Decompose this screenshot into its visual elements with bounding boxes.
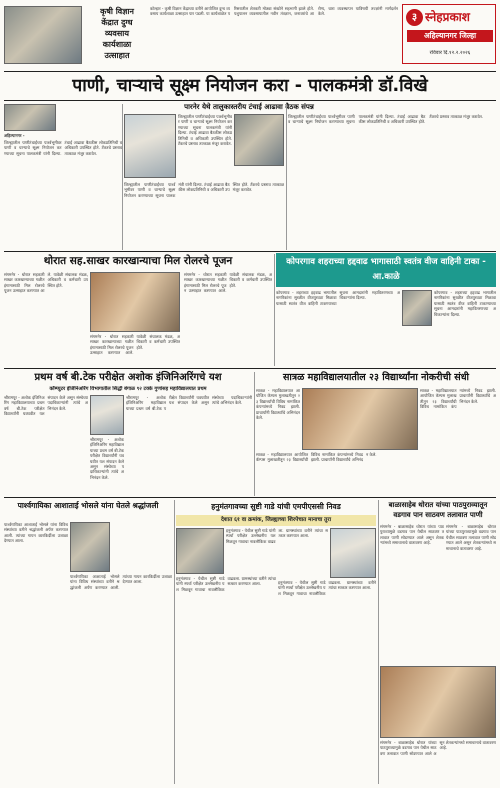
- section5-photo-student: [90, 395, 124, 435]
- top-ad-line4: कार्यशाळा: [102, 40, 132, 49]
- section8-body-right: हनुमंतगाव - येथील सुष्टी गाडे यांनी स्पर्धा परीक्षेत उल्लेखनीय यश मिळवून गावाचा नावलौकिक वाढवला. ग्रामस्थांच्या वतीने त्यांचा सत्कार करण्यात आला.: [278, 580, 376, 596]
- section4-headline: कोपरगाव शहराच्या हद्दवाढ भागासाठी स्वतंत्र वीज वाहिनी टाका - आ.काळे: [286, 257, 486, 282]
- section3-body-mid: संगमनेर - थोरात सहकारी साखर कारखान्याच्या गळीत हंगामासाठी मिल रोलरचे पूजन उत्साहात करण्यात आले. यावेळी संचालक मंडळ, अधिकारी व कर्मचारी उपस्थित होते.: [90, 334, 180, 356]
- page-number-badge: ३: [406, 9, 423, 26]
- section9-body-left: संगमनेर - बाळासाहेब थोरात यांच्या पाठपुराव्यामुळे वडगाव पान येथील साठवण तलावात पाणी सोडण्यात आले असून शेतकऱ्यांमध्ये समाधानाचे वातावरण आहे.: [380, 524, 444, 546]
- section6-body-right: सात्रळ - महाविद्यालयात आयोजित कॅम्पस मुलाखतीतून २३ विद्यार्थ्यांची विविध नामांकित कंपन्यांमध्ये निवड झाली. प्राचार्यांनी विद्यार्थ्यांचे अभिनंदन केले.: [420, 388, 496, 410]
- section7-body-left: पार्श्वगायिका आशाताई भोसले यांना विविध संस्थांच्या वतीने श्रद्धांजली अर्पण करण्यात आली. त्यांच्या गायन कारकिर्दीला उजाळा देण्यात आला.: [4, 522, 68, 544]
- main-headline: पाणी, चाऱ्याचे सूक्ष्म नियोजन करा - पालकमंत्री डॉ.विखे: [72, 76, 428, 96]
- section5-body-mid: श्रीरामपूर - अशोक इंजिनिअरिंग महाविद्यालयाच्या प्रथम वर्ष बी.टेक परीक्षेत विद्यार्थ्यांनी घवघवीत यश संपादन केले असून संस्थेच्या पदाधिकाऱ्यांनी त्यांचे अभिनंदन केले.: [126, 395, 252, 411]
- top-story-text: कोल्हार - कृषी विज्ञान केंद्राच्या वतीने आयोजित दुग्ध व्यवसाय कार्यशाळा उत्साहात पार पडली. या कार्यशाळेत परिसरातील शेतकरी मोठ्या संख्येने सहभागी झाले होते. पशुपालन व्यवसायातील नवीन तंत्रज्ञान, जनावरांचे आरोग्य, चारा व्यवस्थापन याविषयी तज्ज्ञांनी मार्गदर्शन केले.: [150, 6, 398, 17]
- section8-headline: हनुमंतगावच्या सुष्टी गाडे यांची एमपीएससी निवड: [211, 502, 341, 511]
- masthead-edition: अहिल्यानगर जिल्हा: [407, 30, 493, 42]
- section3-body-left: संगमनेर - थोरात सहकारी साखर कारखान्याच्या गळीत हंगामासाठी मिल रोलरचे पूजन उत्साहात करण्यात आले. यावेळी संचालक मंडळ, अधिकारी व कर्मचारी उपस्थित होते.: [4, 272, 88, 294]
- top-ad-line2: केंद्रात दुग्ध: [101, 18, 133, 27]
- section2-photo-meeting: [124, 114, 176, 178]
- top-ad-line3: व्यवसाय: [105, 29, 129, 38]
- section2-photo-left: [4, 104, 56, 131]
- section5-body-mid2: श्रीरामपूर - अशोक इंजिनिअरिंग महाविद्यालयाच्या प्रथम वर्ष बी.टेक परीक्षेत विद्यार्थ्यांनी घवघवीत यश संपादन केले असून संस्थेच्या पदाधिकाऱ्यांनी त्यांचे अभिनंदन केले.: [90, 437, 124, 480]
- section2-mid-body: जिल्ह्यातील पाणीटंचाईच्या पार्श्वभूमीवर पाणी व चाऱ्याचे सूक्ष्म नियोजन करण्याच्या सूचना पालकमंत्री यांनी दिल्या. टंचाई आढावा बैठकीस लोकप्रतिनिधी व अधिकारी उपस्थित होते. टँकरचे प्रस्ताव तात्काळ मंजूर करावेत.: [178, 114, 232, 147]
- section2-left-body: जिल्ह्यातील पाणीटंचाईच्या पार्श्वभूमीवर पाणी व चाऱ्याचे सूक्ष्म नियोजन करण्याच्या सूचना पालकमंत्री यांनी दिल्या. टंचाई आढावा बैठकीस लोकप्रतिनिधी व अधिकारी उपस्थित होते. टँकरचे प्रस्ताव तात्काळ मंजूर करावेत.: [4, 140, 122, 156]
- section5-headline: प्रथम वर्ष बी.टेक परीक्षेत अशोक इंजिनिअरिंगचे यश: [34, 372, 222, 383]
- section8-body-left: हनुमंतगाव - येथील सुष्टी गाडे यांनी स्पर्धा परीक्षेत उल्लेखनीय यश मिळवून गावाचा नावलौकिक वाढवला. ग्रामस्थांच्या वतीने त्यांचा सत्कार करण्यात आला.: [176, 576, 276, 592]
- top-ad-line5: उत्साहात: [104, 51, 130, 60]
- top-ad-box: [86, 6, 148, 68]
- section8-subhead: देशात ६१ वा क्रमांक, जिल्ह्याच्या शिरपेचात मानाचा तुरा: [220, 517, 331, 523]
- section2-mid-headline: पारनेर येथे तालुकास्तरीय टंचाई आढावा बैठक संपन्न: [184, 103, 314, 111]
- section3-photo: [90, 272, 180, 332]
- section5-body-left: श्रीरामपूर - अशोक इंजिनिअरिंग महाविद्यालयाच्या प्रथम वर्ष बी.टेक परीक्षेत विद्यार्थ्यांनी घवघवीत यश संपादन केले असून संस्थेच्या पदाधिकाऱ्यांनी त्यांचे अभिनंदन केले.: [4, 395, 88, 417]
- event-photo-top-left: [4, 6, 82, 64]
- section4-photo-mla: [402, 290, 432, 326]
- section9-headline: बाळासाहेब थोरात यांच्या पाठपुराव्यातून वडगाव पान साठवण तलावात पाणी: [388, 501, 488, 519]
- section6-body-bottom: सात्रळ - महाविद्यालयात आयोजित कॅम्पस मुलाखतीतून २३ विद्यार्थ्यांची विविध नामांकित कंपन्यांमध्ये निवड झाली. प्राचार्यांनी विद्यार्थ्यांचे अभिनंदन केले.: [256, 452, 377, 463]
- section4-body-right: कोपरगाव - शहराच्या हद्दवाढ भागातील नागरिकांना सुरळीत वीजपुरवठा मिळावा यासाठी स्वतंत्र वीज वाहिनी टाकण्याच्या सूचना आमदारांनी महावितरणच्या अधिकाऱ्यांना दिल्या.: [434, 290, 496, 317]
- section4-headline-box: [276, 253, 496, 287]
- section8-subhead-box: [176, 515, 376, 526]
- section7-body-mid: पार्श्वगायिका आशाताई भोसले यांना विविध संस्थांच्या वतीने श्रद्धांजली अर्पण करण्यात आली. त्यांच्या गायन कारकिर्दीला उजाळा देण्यात आला.: [70, 574, 172, 590]
- section2-left-kicker: अहिल्यानगर -: [4, 133, 25, 138]
- masthead-brand: स्नेहप्रकाश: [425, 10, 470, 24]
- section9-photo-lake: [380, 666, 496, 738]
- section2-mid-body2: जिल्ह्यातील पाणीटंचाईच्या पार्श्वभूमीवर पाणी व चाऱ्याचे सूक्ष्म नियोजन करण्याच्या सूचना पालकमंत्री यांनी दिल्या. टंचाई आढावा बैठकीस लोकप्रतिनिधी व अधिकारी उपस्थित होते. टँकरचे प्रस्ताव तात्काळ मंजूर करावेत.: [124, 182, 284, 198]
- top-ad-line1: कृषी विज्ञान: [100, 7, 134, 16]
- section8-body-mid: हनुमंतगाव - येथील सुष्टी गाडे यांनी स्पर्धा परीक्षेत उल्लेखनीय यश मिळवून गावाचा नावलौकिक वाढवला. ग्रामस्थांच्या वतीने त्यांचा सत्कार करण्यात आला.: [226, 528, 328, 544]
- section2-photo-speaker: [234, 114, 284, 166]
- section7-photo-portrait: [70, 522, 110, 572]
- section6-headline: सात्रळ महाविद्यालयातील २३ विद्यार्थ्यांना नोकरीची संधी: [282, 372, 470, 383]
- masthead: [402, 4, 496, 64]
- section7-headline: पार्श्वगायिका आशाताई भोसले यांना घेतले श्रद्धांजली: [17, 501, 159, 510]
- section9-body-bottom: संगमनेर - बाळासाहेब थोरात यांच्या पाठपुराव्यामुळे वडगाव पान येथील साठवण तलावात पाणी सोडण्यात आले असून शेतकऱ्यांमध्ये समाधानाचे वातावरण आहे.: [380, 740, 496, 756]
- section5-subhead: कॉम्प्युटर इंजिनिअरिंग विभागातील सिद्धी बंगाळ ९२ टक्के गुणांसह महाविद्यालयात प्रथम: [49, 386, 207, 392]
- section6-body-left: सात्रळ - महाविद्यालयात आयोजित कॅम्पस मुलाखतीतून २३ विद्यार्थ्यांची विविध नामांकित कंपन्यांमध्ये निवड झाली. प्राचार्यांनी विद्यार्थ्यांचे अभिनंदन केले.: [256, 388, 300, 421]
- section3-body-right: संगमनेर - थोरात सहकारी साखर कारखान्याच्या गळीत हंगामासाठी मिल रोलरचे पूजन उत्साहात करण्यात आले. यावेळी संचालक मंडळ, अधिकारी व कर्मचारी उपस्थित होते.: [184, 272, 272, 294]
- section3-headline: थोरात सह.साखर कारखान्याचा मिल रोलरचे पूजन: [43, 255, 233, 267]
- section6-photo-group: [302, 388, 418, 450]
- section8-photo-felicitation: [330, 528, 376, 578]
- masthead-date: रविवार दि.१२.२.२०२६: [429, 50, 471, 56]
- section9-body-right: संगमनेर - बाळासाहेब थोरात यांच्या पाठपुराव्यामुळे वडगाव पान येथील साठवण तलावात पाणी सोडण्यात आले असून शेतकऱ्यांमध्ये समाधानाचे वातावरण आहे.: [446, 524, 496, 551]
- section4-body-left: कोपरगाव - शहराच्या हद्दवाढ भागातील नागरिकांना सुरळीत वीजपुरवठा मिळावा यासाठी स्वतंत्र वीज वाहिनी टाकण्याच्या सूचना आमदारांनी महावितरणच्या अधिकाऱ्यांना दिल्या.: [276, 290, 400, 306]
- section8-photo-person: [176, 528, 224, 574]
- section2-right-body: जिल्ह्यातील पाणीटंचाईच्या पार्श्वभूमीवर पाणी व चाऱ्याचे सूक्ष्म नियोजन करण्याच्या सूचना पालकमंत्री यांनी दिल्या. टंचाई आढावा बैठकीस लोकप्रतिनिधी व अधिकारी उपस्थित होते. टँकरचे प्रस्ताव तात्काळ मंजूर करावेत.: [288, 114, 484, 125]
